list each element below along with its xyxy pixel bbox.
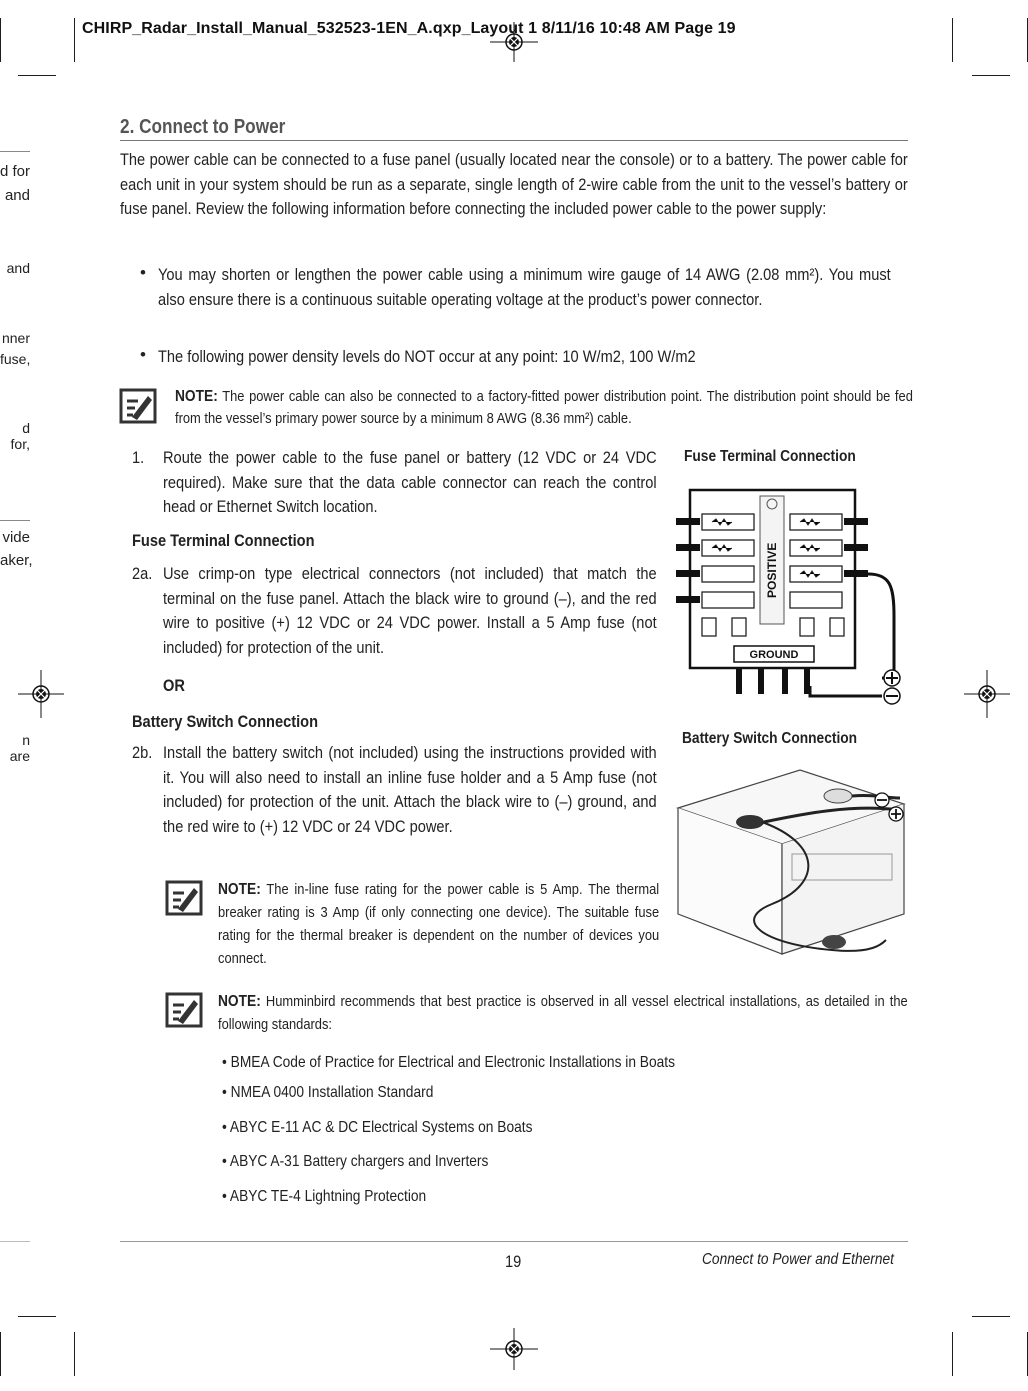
margin-rule <box>0 151 30 152</box>
margin-fragment: vide <box>2 529 30 546</box>
intro-paragraph: The power cable can be connected to a fuse panel (usually located near the console) or to a battery. The power cable for each unit in your system should be run as a separate, single length of 2-wire cable from the unit to the vessel’s battery or fuse panel. Review the following information before connecting the included power cable to the power supply: <box>120 150 908 218</box>
margin-fragment: d for <box>0 163 31 180</box>
positive-label: POSITIVE <box>765 542 779 598</box>
note-text: The power cable can also be connected to a factory-fitted power distribution point. The distribution point should be fed from the vessel’s primary power source by a minimum 8 AWG (8.36 mm²) cable. <box>175 388 913 427</box>
section-title: 2. Connect to Power <box>120 116 908 141</box>
standards-item: • ABYC E-11 AC & DC Electrical Systems on Boats <box>222 1119 533 1136</box>
step-number: 1. <box>132 448 145 467</box>
note-label: NOTE: <box>218 881 261 898</box>
crop-mark <box>0 1332 1 1376</box>
crop-mark <box>74 18 75 62</box>
note-text: The in-line fuse rating for the power cable is 5 Amp. The thermal breaker rating is 3 Amp (if only connecting one device). The suitable fuse rating for the thermal breaker is dependent on the number of devices you connect. <box>218 881 660 967</box>
step-text: Route the power cable to the fuse panel or battery (12 VDC or 24 VDC required). Make sure that the data cable connector can reach the control head or Ethernet Switch location. <box>163 448 657 516</box>
crop-mark <box>952 1332 953 1376</box>
fuse-panel-diagram <box>672 486 912 706</box>
crop-mark <box>952 18 953 62</box>
standards-item: • ABYC TE-4 Lightning Protection <box>222 1188 427 1205</box>
figure-title: Battery Switch Connection <box>682 730 858 747</box>
crop-mark <box>972 75 1010 76</box>
crop-mark <box>0 18 1 62</box>
bullet-dot-icon: • <box>140 345 146 364</box>
or-separator: OR <box>163 676 185 695</box>
registration-mark-icon <box>490 1328 538 1370</box>
margin-fragment: aker, <box>0 552 33 569</box>
margin-rule <box>0 1241 30 1242</box>
note-pencil-icon <box>118 386 158 426</box>
fuse-terminal-heading: Fuse Terminal Connection <box>132 531 315 550</box>
standards-item: • ABYC A-31 Battery chargers and Inverters <box>222 1153 489 1170</box>
step-number: 2a. <box>132 564 153 583</box>
crop-mark <box>972 1316 1010 1317</box>
ground-label: GROUND <box>749 649 799 661</box>
margin-fragment: and <box>6 260 30 276</box>
note-label: NOTE: <box>175 388 218 405</box>
figure-title: Fuse Terminal Connection <box>684 448 856 465</box>
bullet-dot-icon: • <box>140 263 146 282</box>
battery-diagram <box>672 764 912 964</box>
margin-fragment: nner <box>1 330 30 346</box>
footer-section-name: Connect to Power and Ethernet <box>702 1251 894 1268</box>
step-text: Use crimp-on type electrical connectors (not included) that match the terminal on the fuse panel. Attach the black wire to ground (–), and the red wire to positive (+) 12 VDC or 24 VDC power. Install a 5 Amp fuse (not included) for protection of the unit. <box>163 564 657 657</box>
registration-mark-icon <box>964 670 1010 718</box>
step-number: 2b. <box>132 743 153 762</box>
note-label: NOTE: <box>218 993 261 1010</box>
registration-mark-icon <box>18 670 64 718</box>
margin-fragment: n are <box>9 732 30 764</box>
standards-item: • NMEA 0400 Installation Standard <box>222 1084 434 1101</box>
margin-rule <box>0 520 30 521</box>
margin-fragment: fuse, <box>0 351 31 367</box>
note-callout <box>218 878 731 970</box>
note-text: Humminbird recommends that best practice is observed in all vessel electrical installations, as detailed in the following standards: <box>218 993 908 1033</box>
battery-switch-heading: Battery Switch Connection <box>132 712 319 731</box>
page-number: 19 <box>504 1252 521 1271</box>
note-pencil-icon <box>164 990 204 1030</box>
note-callout <box>218 990 1020 1036</box>
note-pencil-icon <box>164 878 204 918</box>
step-text: Install the battery switch (not included) using the instructions provided with it. You will also need to install an inline fuse holder and a 5 Amp fuse (not included) for protection of the unit. Attach the black wire to (–) ground, and the red wire to (+) 12 VDC or 24 VDC power. <box>163 743 657 836</box>
bullet-item: The following power density levels do NOT occur at any point: 10 W/m2, 100 W/m2 <box>158 347 696 366</box>
crop-mark <box>74 1332 75 1376</box>
margin-fragment: and <box>4 187 30 204</box>
crop-mark <box>18 1316 56 1317</box>
note-callout <box>175 386 1028 430</box>
margin-fragment: d for, <box>10 420 30 452</box>
standards-item: • BMEA Code of Practice for Electrical and Electronic Installations in Boats <box>222 1054 675 1071</box>
crop-mark <box>18 75 56 76</box>
footer-rule <box>120 1241 908 1242</box>
print-slug: CHIRP_Radar_Install_Manual_532523-1EN_A.qxp_Layout 1 8/11/16 10:48 AM Page 19 <box>82 20 736 37</box>
bullet-item: You may shorten or lengthen the power cable using a minimum wire gauge of 14 AWG (2.08 mm²). You must also ensure there is a continuous suitable operating voltage at the product’s power connector. <box>158 265 891 309</box>
